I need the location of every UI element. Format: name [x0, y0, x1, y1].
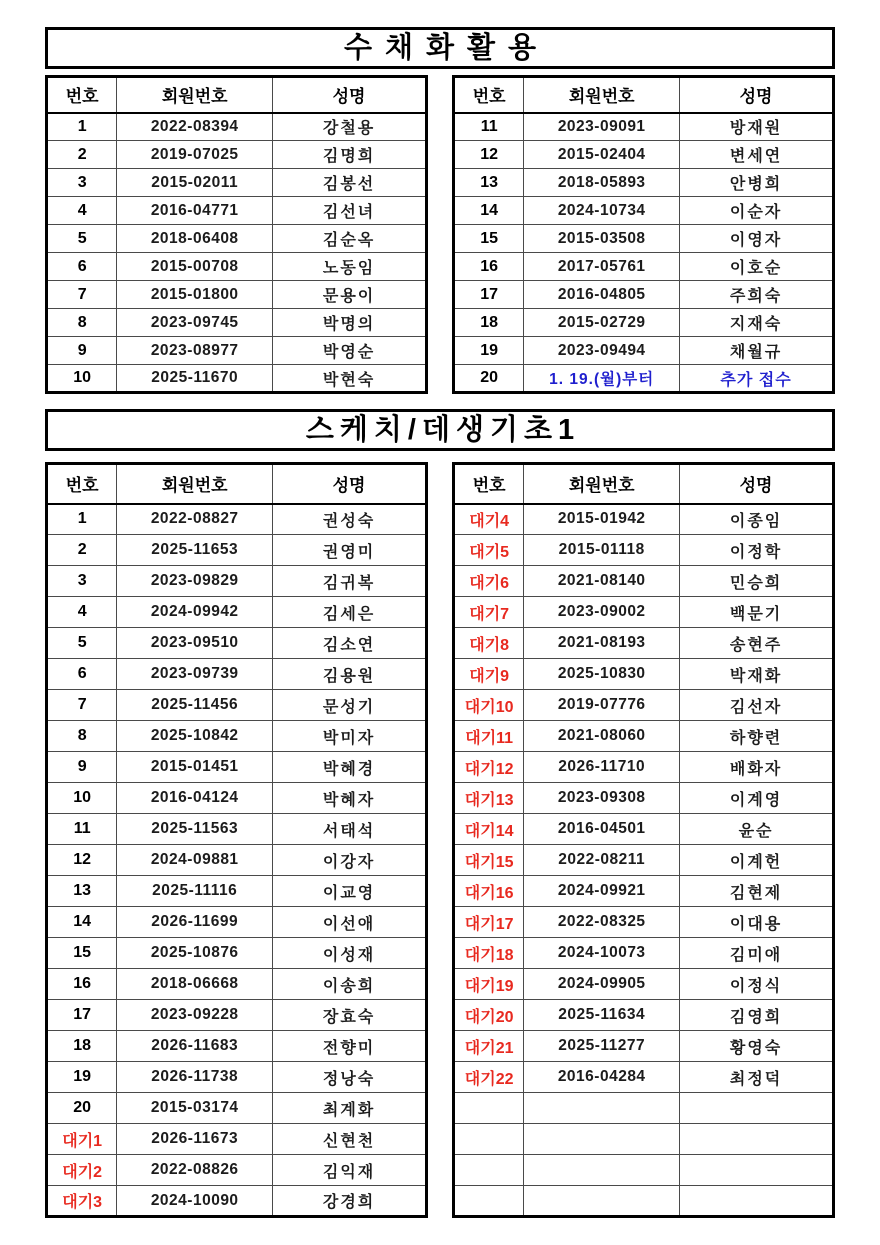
name-cell: 김선녀	[273, 197, 427, 225]
member-number-cell: 2015-02404	[524, 141, 680, 169]
row-number-cell: 16	[47, 969, 117, 1000]
table-row	[454, 1093, 834, 1124]
col-header-name: 성명	[273, 77, 427, 113]
member-number-cell: 2015-01942	[524, 504, 680, 535]
table-row	[47, 845, 427, 876]
table-row	[454, 814, 834, 845]
table-row	[47, 1031, 427, 1062]
name-cell: 김익재	[273, 1155, 427, 1186]
row-number-cell: 대기22	[454, 1062, 524, 1093]
table-row	[454, 597, 834, 628]
row-number-cell: 20	[47, 1093, 117, 1124]
member-number-cell: 2023-08977	[117, 337, 273, 365]
member-number-cell: 2015-01451	[117, 752, 273, 783]
member-number-cell: 2015-01118	[524, 535, 680, 566]
name-cell	[680, 1155, 834, 1186]
member-number-cell: 2024-09942	[117, 597, 273, 628]
member-number-cell: 2016-04771	[117, 197, 273, 225]
member-number-cell: 2026-11738	[117, 1062, 273, 1093]
table-row	[47, 1124, 427, 1155]
col-header-number: 번호	[454, 77, 524, 113]
row-number-cell: 대기12	[454, 752, 524, 783]
table-row	[454, 721, 834, 752]
name-cell: 강철용	[273, 113, 427, 141]
header-row	[454, 77, 834, 113]
table-row	[454, 309, 834, 337]
member-number-cell: 2026-11683	[117, 1031, 273, 1062]
name-cell: 권성숙	[273, 504, 427, 535]
table-row	[47, 814, 427, 845]
table-row	[47, 907, 427, 938]
name-cell: 문용이	[273, 281, 427, 309]
member-number-cell: 1. 19.(월)부터	[524, 365, 680, 393]
table-row	[47, 197, 427, 225]
row-number-cell: 14	[47, 907, 117, 938]
name-cell: 김귀복	[273, 566, 427, 597]
member-number-cell: 2016-04124	[117, 783, 273, 814]
row-number-cell: 대기9	[454, 659, 524, 690]
table-row	[454, 337, 834, 365]
member-number-cell: 2022-08826	[117, 1155, 273, 1186]
table-row	[47, 721, 427, 752]
name-cell: 배화자	[680, 752, 834, 783]
row-number-cell: 14	[454, 197, 524, 225]
name-cell	[680, 1124, 834, 1155]
table-row	[47, 141, 427, 169]
name-cell: 강경희	[273, 1186, 427, 1217]
member-number-cell: 2023-09091	[524, 113, 680, 141]
member-number-cell: 2026-11699	[117, 907, 273, 938]
watercolor-tables	[45, 75, 835, 394]
row-number-cell: 13	[454, 169, 524, 197]
name-cell: 이계헌	[680, 845, 834, 876]
row-number-cell: 3	[47, 566, 117, 597]
name-cell: 이정식	[680, 969, 834, 1000]
member-number-cell: 2025-11563	[117, 814, 273, 845]
table-row	[454, 113, 834, 141]
member-number-cell: 2024-09921	[524, 876, 680, 907]
name-cell: 황영숙	[680, 1031, 834, 1062]
row-number-cell: 대기8	[454, 628, 524, 659]
name-cell: 백문기	[680, 597, 834, 628]
member-number-cell: 2023-09228	[117, 1000, 273, 1031]
member-number-cell: 2016-04501	[524, 814, 680, 845]
member-number-cell: 2018-05893	[524, 169, 680, 197]
member-number-cell: 2022-08325	[524, 907, 680, 938]
name-cell	[680, 1093, 834, 1124]
row-number-cell: 대기2	[47, 1155, 117, 1186]
row-number-cell: 19	[454, 337, 524, 365]
watercolor-table-right	[452, 75, 835, 394]
table-row	[454, 365, 834, 393]
table-row	[47, 1062, 427, 1093]
row-number-cell: 11	[47, 814, 117, 845]
table-row	[454, 225, 834, 253]
row-number-cell: 대기10	[454, 690, 524, 721]
table-row	[454, 628, 834, 659]
member-number-cell: 2024-10073	[524, 938, 680, 969]
row-number-cell: 17	[454, 281, 524, 309]
row-number-cell: 대기11	[454, 721, 524, 752]
col-header-number: 번호	[47, 464, 117, 504]
row-number-cell: 8	[47, 309, 117, 337]
name-cell: 주희숙	[680, 281, 834, 309]
table-row	[454, 938, 834, 969]
table-row	[454, 907, 834, 938]
row-number-cell: 1	[47, 504, 117, 535]
table-row	[47, 309, 427, 337]
col-header-name: 성명	[273, 464, 427, 504]
table-row	[454, 1062, 834, 1093]
name-cell: 이강자	[273, 845, 427, 876]
member-number-cell: 2023-09745	[117, 309, 273, 337]
member-number-cell	[524, 1186, 680, 1217]
table-row	[454, 783, 834, 814]
member-number-cell: 2015-01800	[117, 281, 273, 309]
name-cell: 전향미	[273, 1031, 427, 1062]
member-number-cell: 2025-11277	[524, 1031, 680, 1062]
row-number-cell: 18	[454, 309, 524, 337]
member-number-cell: 2023-09739	[117, 659, 273, 690]
name-cell: 이정학	[680, 535, 834, 566]
name-cell: 노동임	[273, 253, 427, 281]
member-number-cell: 2023-09494	[524, 337, 680, 365]
table-row	[47, 535, 427, 566]
member-number-cell: 2015-02729	[524, 309, 680, 337]
member-number-cell: 2024-09881	[117, 845, 273, 876]
name-cell: 서태석	[273, 814, 427, 845]
member-number-cell: 2016-04805	[524, 281, 680, 309]
row-number-cell: 대기13	[454, 783, 524, 814]
row-number-cell: 11	[454, 113, 524, 141]
name-cell: 이선애	[273, 907, 427, 938]
row-number-cell: 대기6	[454, 566, 524, 597]
sketch-table-right	[452, 462, 835, 1218]
name-cell: 채월규	[680, 337, 834, 365]
row-number-cell	[454, 1186, 524, 1217]
row-number-cell: 4	[47, 197, 117, 225]
name-cell: 박현숙	[273, 365, 427, 393]
row-number-cell: 1	[47, 113, 117, 141]
name-cell: 이교영	[273, 876, 427, 907]
name-cell: 김선자	[680, 690, 834, 721]
name-cell: 박혜경	[273, 752, 427, 783]
name-cell: 이성재	[273, 938, 427, 969]
member-number-cell: 2024-10734	[524, 197, 680, 225]
row-number-cell: 2	[47, 141, 117, 169]
table-row	[47, 1000, 427, 1031]
table-row	[47, 169, 427, 197]
row-number-cell: 대기20	[454, 1000, 524, 1031]
col-header-member-number: 회원번호	[117, 464, 273, 504]
table-row	[454, 876, 834, 907]
name-cell: 최정덕	[680, 1062, 834, 1093]
table-row	[47, 1155, 427, 1186]
table-row	[47, 690, 427, 721]
name-cell: 김영희	[680, 1000, 834, 1031]
member-number-cell: 2022-08211	[524, 845, 680, 876]
member-number-cell: 2016-04284	[524, 1062, 680, 1093]
row-number-cell: 6	[47, 253, 117, 281]
table-row	[454, 141, 834, 169]
row-number-cell: 5	[47, 628, 117, 659]
table-row	[47, 969, 427, 1000]
name-cell: 박명의	[273, 309, 427, 337]
table-row	[454, 197, 834, 225]
name-cell: 김순옥	[273, 225, 427, 253]
member-number-cell: 2025-10876	[117, 938, 273, 969]
sketch-table-left-wrap	[45, 462, 428, 1218]
table-row	[47, 1186, 427, 1217]
name-cell: 이호순	[680, 253, 834, 281]
row-number-cell: 13	[47, 876, 117, 907]
name-cell: 문성기	[273, 690, 427, 721]
table-row	[47, 783, 427, 814]
header-row	[454, 464, 834, 504]
row-number-cell: 16	[454, 253, 524, 281]
table-row	[454, 1124, 834, 1155]
col-header-name: 성명	[680, 464, 834, 504]
table-row	[47, 504, 427, 535]
row-number-cell: 대기15	[454, 845, 524, 876]
member-number-cell: 2025-11670	[117, 365, 273, 393]
table-row	[47, 253, 427, 281]
member-number-cell	[524, 1093, 680, 1124]
watercolor-table-left-wrap	[45, 75, 428, 394]
row-number-cell: 20	[454, 365, 524, 393]
watercolor-table-right-wrap	[452, 75, 835, 394]
table-row	[47, 597, 427, 628]
header-row	[47, 77, 427, 113]
row-number-cell: 15	[454, 225, 524, 253]
row-number-cell: 5	[47, 225, 117, 253]
row-number-cell: 10	[47, 365, 117, 393]
section-title-watercolor: 수채화활용	[45, 27, 835, 69]
name-cell: 하향련	[680, 721, 834, 752]
name-cell: 민승희	[680, 566, 834, 597]
col-header-member-number: 회원번호	[117, 77, 273, 113]
row-number-cell: 6	[47, 659, 117, 690]
row-number-cell: 9	[47, 752, 117, 783]
row-number-cell: 대기1	[47, 1124, 117, 1155]
member-number-cell: 2026-11710	[524, 752, 680, 783]
member-number-cell: 2021-08140	[524, 566, 680, 597]
member-number-cell: 2025-11653	[117, 535, 273, 566]
name-cell: 윤순	[680, 814, 834, 845]
table-row	[47, 365, 427, 393]
name-cell: 변세연	[680, 141, 834, 169]
name-cell: 방재원	[680, 113, 834, 141]
member-number-cell: 2025-10842	[117, 721, 273, 752]
row-number-cell: 대기18	[454, 938, 524, 969]
name-cell: 김세은	[273, 597, 427, 628]
name-cell: 김미애	[680, 938, 834, 969]
name-cell: 송현주	[680, 628, 834, 659]
row-number-cell: 15	[47, 938, 117, 969]
name-cell: 지재숙	[680, 309, 834, 337]
name-cell: 박혜자	[273, 783, 427, 814]
row-number-cell: 10	[47, 783, 117, 814]
name-cell: 이종임	[680, 504, 834, 535]
row-number-cell: 2	[47, 535, 117, 566]
table-row	[454, 535, 834, 566]
name-cell: 이순자	[680, 197, 834, 225]
member-number-cell: 2026-11673	[117, 1124, 273, 1155]
section-title-sketch: 스케치/데생기초1	[45, 409, 835, 451]
row-number-cell: 19	[47, 1062, 117, 1093]
member-number-cell: 2015-03174	[117, 1093, 273, 1124]
table-row	[454, 1000, 834, 1031]
row-number-cell: 대기7	[454, 597, 524, 628]
member-number-cell	[524, 1155, 680, 1186]
member-number-cell: 2018-06408	[117, 225, 273, 253]
table-row	[47, 281, 427, 309]
row-number-cell: 12	[47, 845, 117, 876]
member-number-cell: 2021-08060	[524, 721, 680, 752]
member-number-cell: 2015-03508	[524, 225, 680, 253]
name-cell: 김용원	[273, 659, 427, 690]
member-number-cell: 2024-09905	[524, 969, 680, 1000]
sketch-tables	[45, 462, 835, 1218]
name-cell: 추가 접수	[680, 365, 834, 393]
name-cell: 김소연	[273, 628, 427, 659]
table-row	[47, 752, 427, 783]
row-number-cell: 대기21	[454, 1031, 524, 1062]
name-cell: 최계화	[273, 1093, 427, 1124]
table-row	[47, 337, 427, 365]
name-cell: 장효숙	[273, 1000, 427, 1031]
name-cell	[680, 1186, 834, 1217]
row-number-cell: 7	[47, 690, 117, 721]
member-number-cell: 2025-11116	[117, 876, 273, 907]
member-number-cell: 2022-08827	[117, 504, 273, 535]
table-row	[47, 876, 427, 907]
name-cell: 박영순	[273, 337, 427, 365]
row-number-cell: 대기19	[454, 969, 524, 1000]
table-row	[47, 566, 427, 597]
member-number-cell: 2015-00708	[117, 253, 273, 281]
table-row	[47, 225, 427, 253]
member-number-cell: 2023-09829	[117, 566, 273, 597]
row-number-cell: 17	[47, 1000, 117, 1031]
table-row	[454, 281, 834, 309]
table-row	[454, 659, 834, 690]
table-row	[454, 169, 834, 197]
table-row	[454, 566, 834, 597]
member-number-cell: 2018-06668	[117, 969, 273, 1000]
table-row	[454, 253, 834, 281]
row-number-cell: 4	[47, 597, 117, 628]
member-number-cell: 2017-05761	[524, 253, 680, 281]
table-row	[454, 1186, 834, 1217]
sketch-table-left	[45, 462, 428, 1218]
table-row	[47, 628, 427, 659]
row-number-cell: 대기4	[454, 504, 524, 535]
watercolor-table-left	[45, 75, 428, 394]
row-number-cell: 대기16	[454, 876, 524, 907]
row-number-cell: 대기17	[454, 907, 524, 938]
col-header-member-number: 회원번호	[524, 464, 680, 504]
name-cell: 김명희	[273, 141, 427, 169]
member-number-cell: 2021-08193	[524, 628, 680, 659]
member-number-cell: 2025-10830	[524, 659, 680, 690]
col-header-member-number: 회원번호	[524, 77, 680, 113]
row-number-cell: 7	[47, 281, 117, 309]
row-number-cell	[454, 1124, 524, 1155]
row-number-cell: 3	[47, 169, 117, 197]
member-number-cell: 2015-02011	[117, 169, 273, 197]
member-number-cell: 2023-09510	[117, 628, 273, 659]
table-row	[454, 752, 834, 783]
table-row	[47, 659, 427, 690]
table-row	[454, 1155, 834, 1186]
name-cell: 박미자	[273, 721, 427, 752]
table-row	[454, 1031, 834, 1062]
table-row	[454, 504, 834, 535]
sketch-table-right-wrap	[452, 462, 835, 1218]
member-number-cell: 2025-11456	[117, 690, 273, 721]
table-row	[47, 938, 427, 969]
row-number-cell: 18	[47, 1031, 117, 1062]
row-number-cell: 대기14	[454, 814, 524, 845]
table-row	[454, 690, 834, 721]
member-number-cell: 2023-09002	[524, 597, 680, 628]
col-header-name: 성명	[680, 77, 834, 113]
table-row	[454, 969, 834, 1000]
table-row	[454, 845, 834, 876]
col-header-number: 번호	[454, 464, 524, 504]
member-number-cell: 2022-08394	[117, 113, 273, 141]
name-cell: 정낭숙	[273, 1062, 427, 1093]
member-number-cell: 2025-11634	[524, 1000, 680, 1031]
name-cell: 김봉선	[273, 169, 427, 197]
name-cell: 이계영	[680, 783, 834, 814]
row-number-cell: 대기5	[454, 535, 524, 566]
member-number-cell: 2023-09308	[524, 783, 680, 814]
row-number-cell: 9	[47, 337, 117, 365]
name-cell: 이영자	[680, 225, 834, 253]
name-cell: 권영미	[273, 535, 427, 566]
name-cell: 이송희	[273, 969, 427, 1000]
table-row	[47, 1093, 427, 1124]
member-number-cell: 2024-10090	[117, 1186, 273, 1217]
row-number-cell: 8	[47, 721, 117, 752]
row-number-cell	[454, 1093, 524, 1124]
col-header-number: 번호	[47, 77, 117, 113]
name-cell: 김현제	[680, 876, 834, 907]
member-number-cell: 2019-07776	[524, 690, 680, 721]
member-number-cell	[524, 1124, 680, 1155]
table-row	[47, 113, 427, 141]
row-number-cell: 12	[454, 141, 524, 169]
row-number-cell: 대기3	[47, 1186, 117, 1217]
member-number-cell: 2019-07025	[117, 141, 273, 169]
row-number-cell	[454, 1155, 524, 1186]
name-cell: 안병희	[680, 169, 834, 197]
header-row	[47, 464, 427, 504]
name-cell: 박재화	[680, 659, 834, 690]
name-cell: 신현천	[273, 1124, 427, 1155]
name-cell: 이대용	[680, 907, 834, 938]
